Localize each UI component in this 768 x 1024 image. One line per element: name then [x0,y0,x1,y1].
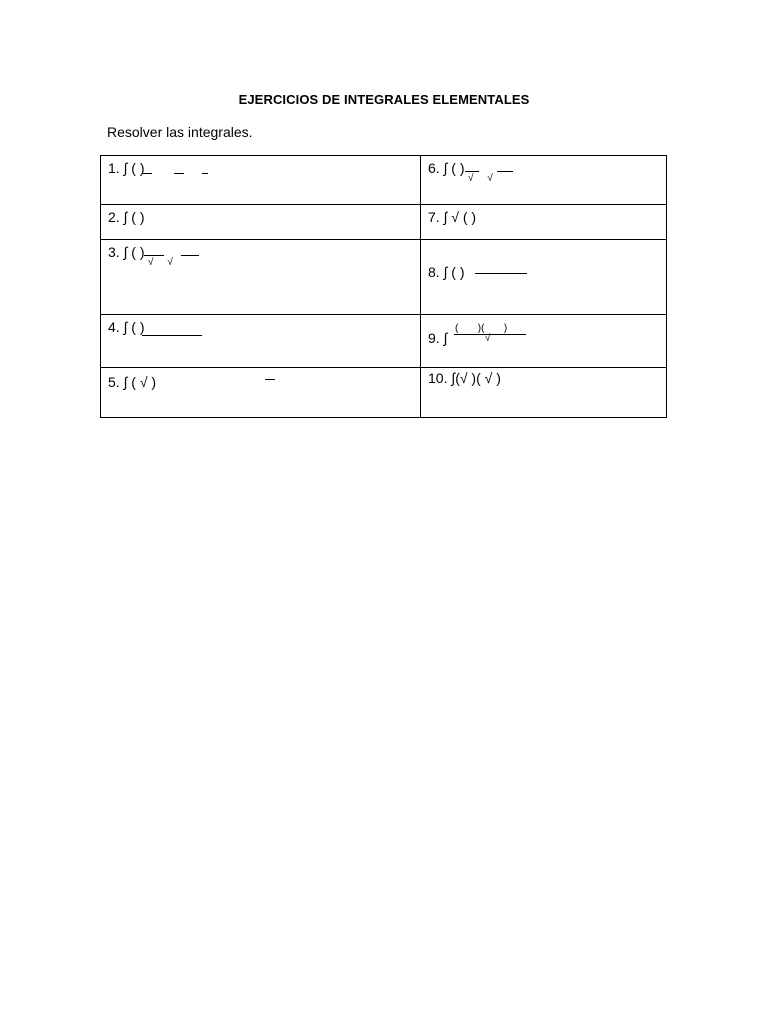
exercise-cell-8 [421,240,667,315]
fraction-bar [142,173,152,174]
exercise-10 [428,370,501,386]
fraction-bar [497,171,513,172]
exercise-9 [428,330,447,346]
exercise-number: 2. [108,209,120,225]
exercise-2 [108,209,145,225]
exercise-cell-1 [101,156,421,205]
fraction-bar [202,173,208,174]
exercise-expression: ∫ ( ) [123,319,145,335]
fraction-bar [144,255,164,256]
fraction-bar [465,171,479,172]
exercise-number: 4. [108,319,120,335]
exercise-cell-6 [421,156,667,205]
radical-bar [265,379,275,380]
exercise-number: 8. [428,264,440,280]
fraction-numerator: ( )( ) [455,323,508,334]
exercise-4 [108,319,145,335]
fraction-bar [181,255,199,256]
exercise-number: 1. [108,160,120,176]
exercise-number: 5. [108,374,120,390]
exercise-expression: ∫ [443,330,448,346]
exercises-table [100,155,667,418]
table-row [101,240,667,315]
exercise-cell-9 [421,315,667,368]
instruction-text: Resolver las integrales. [107,124,253,140]
exercise-5 [108,374,156,390]
exercise-number: 7. [428,209,440,225]
exercise-number: 9. [428,330,440,346]
radical-denominators: √ √ [468,173,493,184]
exercise-expression: ∫(√ )( √ ) [451,370,501,386]
table-row [101,156,667,205]
exercise-expression: ∫ ( √ ) [123,374,157,390]
table-row [101,368,667,418]
exercise-cell-2 [101,205,421,240]
exercise-3 [108,244,145,260]
fraction-bar [174,173,184,174]
exercise-number: 6. [428,160,440,176]
exercise-expression: ∫ ( ) [443,160,465,176]
exercise-cell-5 [101,368,421,418]
fraction-bar [475,273,527,274]
exercise-cell-7 [421,205,667,240]
exercise-8 [428,264,465,280]
exercise-cell-10 [421,368,667,418]
table-row [101,205,667,240]
exercise-cell-3 [101,240,421,315]
exercise-expression: ∫ ( ) [123,209,145,225]
table-row [101,315,667,368]
exercise-6 [428,160,465,176]
radical-denominators: √ √ [148,257,173,268]
fraction-bar [142,335,202,336]
exercise-cell-4 [101,315,421,368]
exercise-number: 3. [108,244,120,260]
fraction-denominator: √ [485,333,491,344]
exercise-number: 10. [428,370,448,386]
exercise-1 [108,160,145,176]
exercise-expression: ∫ ( ) [443,264,465,280]
exercise-7 [428,209,476,225]
exercise-expression: ∫ ( ) [123,244,145,260]
exercise-expression: ∫ √ ( ) [443,209,477,225]
document-title: EJERCICIOS DE INTEGRALES ELEMENTALES [238,92,530,107]
exercise-expression: ∫ ( ) [123,160,145,176]
